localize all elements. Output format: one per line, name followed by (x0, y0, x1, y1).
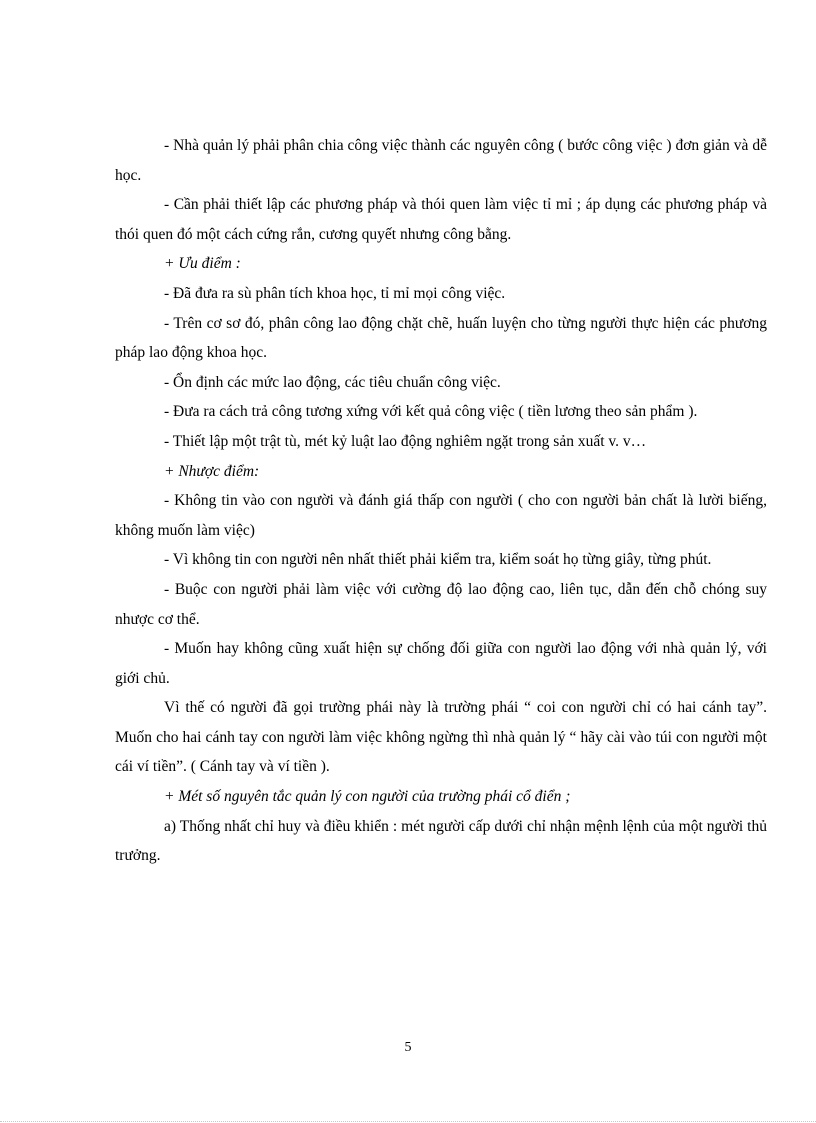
paragraph-2: - Cần phải thiết lập các phương pháp và thói quen làm việc tỉ mỉ ; áp dụng các phương pháp và thói quen đó một cách cứng rắn, cương quyết nhưng công bằng. (115, 196, 767, 243)
paragraph-10: - Không tin vào con người và đánh giá thấp con người ( cho con người bản chất là lười biếng, không muốn làm việc) (115, 492, 767, 539)
heading-disadvantages: + Nhược điểm: (164, 462, 260, 480)
paragraph-1: - Nhà quản lý phải phân chia công việc thành các nguyên công ( bước công việc ) đơn giản và dễ học. (115, 137, 767, 184)
page-number: 5 (404, 1040, 412, 1055)
paragraph-11: - Vì không tin con người nên nhất thiết phải kiểm tra, kiểm soát họ từng giây, từng phút. (164, 551, 712, 569)
paragraph-6: - Ổn định các mức lao động, các tiêu chuẩn công việc. (164, 373, 501, 391)
paragraph-12: - Buộc con người phải làm việc với cường độ lao động cao, liên tục, dẫn đến chỗ chóng suy nhược cơ thể. (115, 580, 767, 628)
paragraph-16: a) Thống nhất chỉ huy và điều khiển : mét người cấp dưới chỉ nhận mệnh lệnh của một người thủ trưởng. (115, 817, 767, 865)
heading-advantages: + Ưu điểm : (164, 255, 241, 273)
paragraph-8: - Thiết lập một trật tù, mét kỷ luật lao động nghiêm ngặt trong sản xuất v. v… (164, 432, 647, 450)
paragraph-13: - Muốn hay không cũng xuất hiện sự chống đối giữa con người lao động với nhà quản lý, với giới chủ. (115, 640, 767, 687)
paragraph-14: Vì thế có người đã gọi trường phái này là trường phái “ coi con người chỉ có hai cánh tay”. Muốn cho hai cánh tay con người làm việc không ngừng thì nhà quản lý “ hãy cài vào túi con người một cái ví tiền”. ( Cánh tay và ví tiền ). (115, 699, 767, 776)
paragraph-4: - Đã đưa ra sù phân tích khoa học, tỉ mỉ mọi công việc. (164, 284, 506, 302)
paragraph-7: - Đưa ra cách trả công tương xứng với kết quả công việc ( tiền lương theo sản phẩm ). (164, 403, 698, 421)
page-bottom-rule (0, 1121, 816, 1122)
heading-principles: + Mét số nguyên tắc quản lý con người của trường phái cổ điển ; (164, 788, 571, 806)
body-text (115, 131, 767, 871)
paragraph-5: - Trên cơ sơ đó, phân công lao động chặt chẽ, huấn luyện cho từng người thực hiện các phương pháp lao động khoa học. (115, 314, 767, 362)
